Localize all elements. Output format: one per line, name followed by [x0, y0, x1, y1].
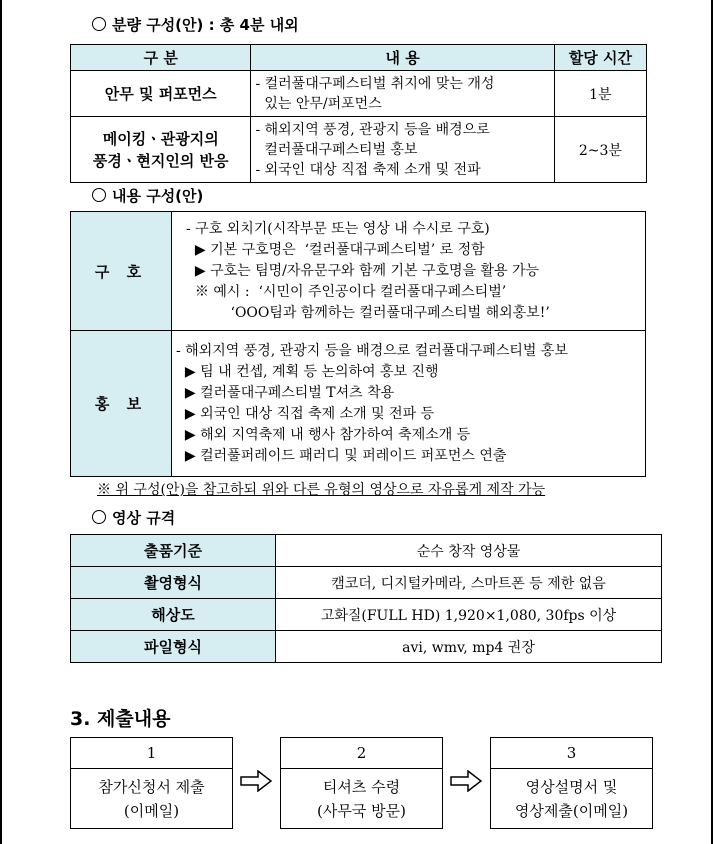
category-cell: 메이킹ㆍ관광지의 풍경ㆍ현지인의 반응 — [71, 117, 251, 183]
section3-title: 3. 제출내용 — [70, 708, 171, 730]
section-heading-content — [92, 185, 203, 206]
table-row — [71, 631, 662, 663]
time-cell: 1분 — [554, 71, 646, 117]
row-label: 홍 보 — [71, 331, 172, 477]
step-number: 1 — [71, 738, 232, 769]
circle-bullet-icon — [92, 188, 106, 202]
step-box-1 — [70, 737, 233, 829]
arrow-right-icon — [240, 770, 272, 792]
content-cell: - 해외지역 풍경, 관광지 등을 배경으로 컬러풀대구페스티벌 홍보 - 외국인 대상 직접 축제 소개 및 전파 — [251, 117, 554, 183]
spec-value: 캠코더, 디지털카메라, 스마트폰 등 제한 없음 — [276, 567, 662, 599]
step-box-2 — [280, 737, 443, 829]
table-row — [71, 212, 646, 331]
content-cell: - 구호 외치기(시작부문 또는 영상 내 수시로 구호) ▶ 기본 구호명은 ‘컬러풀대구페스티벌’ 로 정함 ▶ 구호는 팀명/자유문구와 함께 기본 구호명을 활용 가능 ※ 예시 : ‘시민이 주인공이다 컬러풀대구페스티벌’ ‘OOO팀과 함께하는 컬러풀대구페스티벌 해외홍보!’ — [172, 212, 646, 331]
table-header: 구 분 — [71, 45, 251, 71]
step-number: 2 — [281, 738, 442, 769]
table-row — [71, 71, 647, 117]
circle-bullet-icon — [92, 510, 106, 524]
page-border-left — [0, 0, 2, 844]
content-cell: - 컬러풀대구페스티벌 취지에 맞는 개성 있는 안무/퍼포먼스 — [251, 71, 554, 117]
spec-label: 출품기준 — [71, 535, 276, 567]
section-heading-length — [92, 14, 299, 35]
time-cell: 2~3분 — [554, 117, 646, 183]
section-heading-spec — [92, 507, 175, 528]
step-box-3 — [490, 737, 653, 829]
circle-bullet-icon — [92, 17, 106, 31]
table-row — [71, 535, 662, 567]
section-title: 영상 규격 — [112, 509, 176, 527]
content-table — [70, 211, 646, 477]
step-number: 3 — [491, 738, 652, 769]
table-header: 할당 시간 — [554, 45, 646, 71]
table-row — [71, 117, 647, 183]
step-label: 티셔츠 수령 (사무국 방문) — [317, 778, 406, 820]
length-table — [70, 44, 647, 183]
spec-value: avi, wmv, mp4 권장 — [276, 631, 662, 663]
spec-value: 순수 창작 영상물 — [276, 535, 662, 567]
spec-value: 고화질(FULL HD) 1,920×1,080, 30fps 이상 — [276, 599, 662, 631]
note-text: ※ 위 구성(안)을 참고하되 위와 다른 유형의 영상으로 자유롭게 제작 가능 — [97, 482, 546, 498]
row-label: 구 호 — [71, 212, 172, 331]
arrow-right-icon — [450, 770, 482, 792]
table-row — [71, 331, 646, 477]
table-header: 내 용 — [251, 45, 554, 71]
spec-label: 해상도 — [71, 599, 276, 631]
section-title: 분량 구성(안) : 총 4분 내외 — [112, 16, 299, 34]
step-label: 참가신청서 제출 (이메일) — [98, 778, 205, 820]
content-cell: - 해외지역 풍경, 관광지 등을 배경으로 컬러풀대구페스티벌 홍보 ▶ 팀 내 컨셉, 계획 등 논의하여 홍보 진행 ▶ 컬러풀대구페스티벌 T셔츠 착용 ▶ 외국인 대상 직접 축제 소개 및 전파 등 ▶ 해외 지역축제 내 행사 참가하여 축제소개 등 ▶ 컬러풀퍼레이드 패러디 및 퍼레이드 퍼포먼스 연출 — [172, 331, 646, 477]
category-cell: 안무 및 퍼포먼스 — [71, 71, 251, 117]
spec-label: 촬영형식 — [71, 567, 276, 599]
spec-table — [70, 534, 662, 663]
step-label: 영상설명서 및 영상제출(이메일) — [514, 778, 629, 820]
table-row — [71, 567, 662, 599]
spec-label: 파일형식 — [71, 631, 276, 663]
table-row — [71, 599, 662, 631]
section-title: 내용 구성(안) — [112, 187, 204, 205]
